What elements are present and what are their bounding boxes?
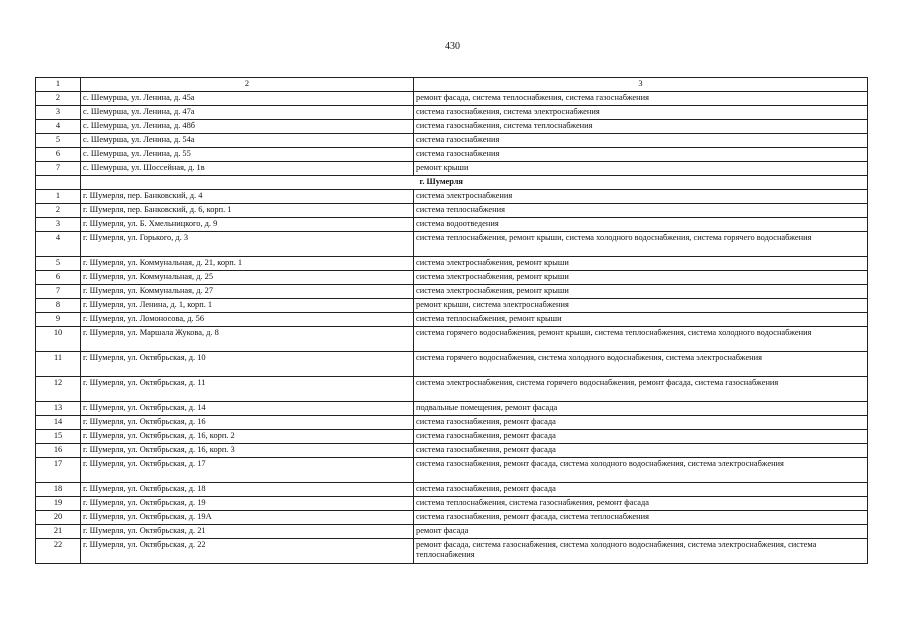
row-work: система теплоснабжения, система газоснабжения, ремонт фасада (414, 497, 868, 511)
row-address: г. Шумерля, пер. Банковский, д. 4 (81, 190, 414, 204)
row-work: система электроснабжения (414, 190, 868, 204)
table-row (36, 134, 868, 148)
row-work: система теплоснабжения (414, 204, 868, 218)
row-work: ремонт фасада, система теплоснабжения, система газоснабжения (414, 92, 868, 106)
section-empty-cell (81, 176, 414, 190)
table-row (36, 430, 868, 444)
page-number: 430 (445, 41, 460, 52)
row-work: система газоснабжения, ремонт фасада (414, 416, 868, 430)
row-number: 18 (36, 483, 81, 497)
row-address: г. Шумерля, ул. Ленина, д. 1, корп. 1 (81, 299, 414, 313)
section-empty-cell (36, 176, 81, 190)
header-col-1: 1 (36, 78, 81, 92)
row-address: с. Шемурша, ул. Ленина, д. 47а (81, 106, 414, 120)
section-title: г. Шумерля (414, 176, 868, 190)
row-address: с. Шемурша, ул. Ленина, д. 45а (81, 92, 414, 106)
section-row (36, 176, 868, 190)
table-row (36, 327, 868, 352)
row-work: система электроснабжения, ремонт крыши (414, 285, 868, 299)
table-row (36, 525, 868, 539)
table-row (36, 190, 868, 204)
row-number: 5 (36, 134, 81, 148)
row-number: 14 (36, 416, 81, 430)
row-number: 19 (36, 497, 81, 511)
row-work: ремонт крыши (414, 162, 868, 176)
table-row (36, 444, 868, 458)
row-address: г. Шумерля, ул. Октябрьская, д. 21 (81, 525, 414, 539)
row-number: 7 (36, 285, 81, 299)
row-number: 12 (36, 377, 81, 402)
table-row (36, 162, 868, 176)
row-work: система газоснабжения (414, 134, 868, 148)
row-number: 20 (36, 511, 81, 525)
row-work: система теплоснабжения, ремонт крыши, система холодного водоснабжения, система горячего водоснабжения (414, 232, 868, 257)
table-row (36, 313, 868, 327)
row-work: система электроснабжения, ремонт крыши (414, 271, 868, 285)
row-address: г. Шумерля, ул. Октябрьская, д. 14 (81, 402, 414, 416)
row-number: 7 (36, 162, 81, 176)
table-row (36, 377, 868, 402)
table-body (36, 78, 868, 564)
table-row (36, 497, 868, 511)
table-row (36, 271, 868, 285)
table-row (36, 352, 868, 377)
row-work: система водоотведения (414, 218, 868, 232)
table-row (36, 218, 868, 232)
row-number: 10 (36, 327, 81, 352)
row-address: г. Шумерля, ул. Б. Хмельницкого, д. 9 (81, 218, 414, 232)
row-number: 2 (36, 92, 81, 106)
row-work: ремонт фасада, система газоснабжения, система холодного водоснабжения, система электроснабжения, система теплоснабжения (414, 539, 868, 564)
row-number: 5 (36, 257, 81, 271)
row-address: г. Шумерля, пер. Банковский, д. 6, корп. 1 (81, 204, 414, 218)
row-work: система горячего водоснабжения, ремонт крыши, система теплоснабжения, система холодного водоснабжения (414, 327, 868, 352)
row-address: г. Шумерля, ул. Октябрьская, д. 19А (81, 511, 414, 525)
header-col-2: 2 (81, 78, 414, 92)
row-number: 3 (36, 218, 81, 232)
row-number: 15 (36, 430, 81, 444)
table-header-row (36, 78, 868, 92)
table-row (36, 285, 868, 299)
row-number: 17 (36, 458, 81, 483)
table-row (36, 106, 868, 120)
row-work: система теплоснабжения, ремонт крыши (414, 313, 868, 327)
row-address: с. Шемурша, ул. Шоссейная, д. 1в (81, 162, 414, 176)
row-work: ремонт крыши, система электроснабжения (414, 299, 868, 313)
row-number: 3 (36, 106, 81, 120)
row-work: система газоснабжения, ремонт фасада, система холодного водоснабжения, система электроснабжения (414, 458, 868, 483)
table-row (36, 204, 868, 218)
row-number: 6 (36, 271, 81, 285)
row-address: г. Шумерля, ул. Октябрьская, д. 18 (81, 483, 414, 497)
table-row (36, 483, 868, 497)
table-row (36, 92, 868, 106)
table-row (36, 539, 868, 564)
row-address: г. Шумерля, ул. Октябрьская, д. 22 (81, 539, 414, 564)
table-row (36, 416, 868, 430)
row-address: г. Шумерля, ул. Октябрьская, д. 16, корп. 3 (81, 444, 414, 458)
row-address: г. Шумерля, ул. Октябрьская, д. 19 (81, 497, 414, 511)
row-address: г. Шумерля, ул. Октябрьская, д. 16 (81, 416, 414, 430)
row-address: г. Шумерля, ул. Ломоносова, д. 56 (81, 313, 414, 327)
row-number: 8 (36, 299, 81, 313)
table-row (36, 257, 868, 271)
row-address: г. Шумерля, ул. Горького, д. 3 (81, 232, 414, 257)
repair-table (35, 77, 868, 564)
row-address: г. Шумерля, ул. Октябрьская, д. 16, корп. 2 (81, 430, 414, 444)
row-work: система газоснабжения, ремонт фасада (414, 444, 868, 458)
table-row (36, 232, 868, 257)
row-work: система электроснабжения, система горячего водоснабжения, ремонт фасада, система газоснабжения (414, 377, 868, 402)
table-row (36, 402, 868, 416)
row-work: подвальные помещения, ремонт фасада (414, 402, 868, 416)
row-work: система газоснабжения (414, 148, 868, 162)
row-number: 4 (36, 232, 81, 257)
row-work: система газоснабжения, ремонт фасада, система теплоснабжения (414, 511, 868, 525)
row-number: 4 (36, 120, 81, 134)
row-work: система электроснабжения, ремонт крыши (414, 257, 868, 271)
table-row (36, 120, 868, 134)
row-work: система газоснабжения, система электроснабжения (414, 106, 868, 120)
row-number: 2 (36, 204, 81, 218)
row-address: с. Шемурша, ул. Ленина, д. 48б (81, 120, 414, 134)
row-address: г. Шумерля, ул. Коммунальная, д. 25 (81, 271, 414, 285)
row-address: с. Шемурша, ул. Ленина, д. 54а (81, 134, 414, 148)
row-number: 11 (36, 352, 81, 377)
row-number: 13 (36, 402, 81, 416)
row-number: 9 (36, 313, 81, 327)
row-work: система газоснабжения, система теплоснабжения (414, 120, 868, 134)
row-address: г. Шумерля, ул. Коммунальная, д. 27 (81, 285, 414, 299)
header-col-3: 3 (414, 78, 868, 92)
row-address: г. Шумерля, ул. Октябрьская, д. 10 (81, 352, 414, 377)
row-number: 22 (36, 539, 81, 564)
row-number: 21 (36, 525, 81, 539)
row-address: г. Шумерля, ул. Коммунальная, д. 21, корп. 1 (81, 257, 414, 271)
row-work: система газоснабжения, ремонт фасада (414, 483, 868, 497)
row-address: г. Шумерля, ул. Маршала Жукова, д. 8 (81, 327, 414, 352)
row-work: система горячего водоснабжения, система холодного водоснабжения, система электроснабжения (414, 352, 868, 377)
table-row (36, 148, 868, 162)
row-number: 6 (36, 148, 81, 162)
row-work: ремонт фасада (414, 525, 868, 539)
row-number: 1 (36, 190, 81, 204)
table-row (36, 511, 868, 525)
row-address: г. Шумерля, ул. Октябрьская, д. 11 (81, 377, 414, 402)
row-address: с. Шемурша, ул. Ленина, д. 55 (81, 148, 414, 162)
table-row (36, 299, 868, 313)
row-number: 16 (36, 444, 81, 458)
table-row (36, 458, 868, 483)
row-work: система газоснабжения, ремонт фасада (414, 430, 868, 444)
row-address: г. Шумерля, ул. Октябрьская, д. 17 (81, 458, 414, 483)
